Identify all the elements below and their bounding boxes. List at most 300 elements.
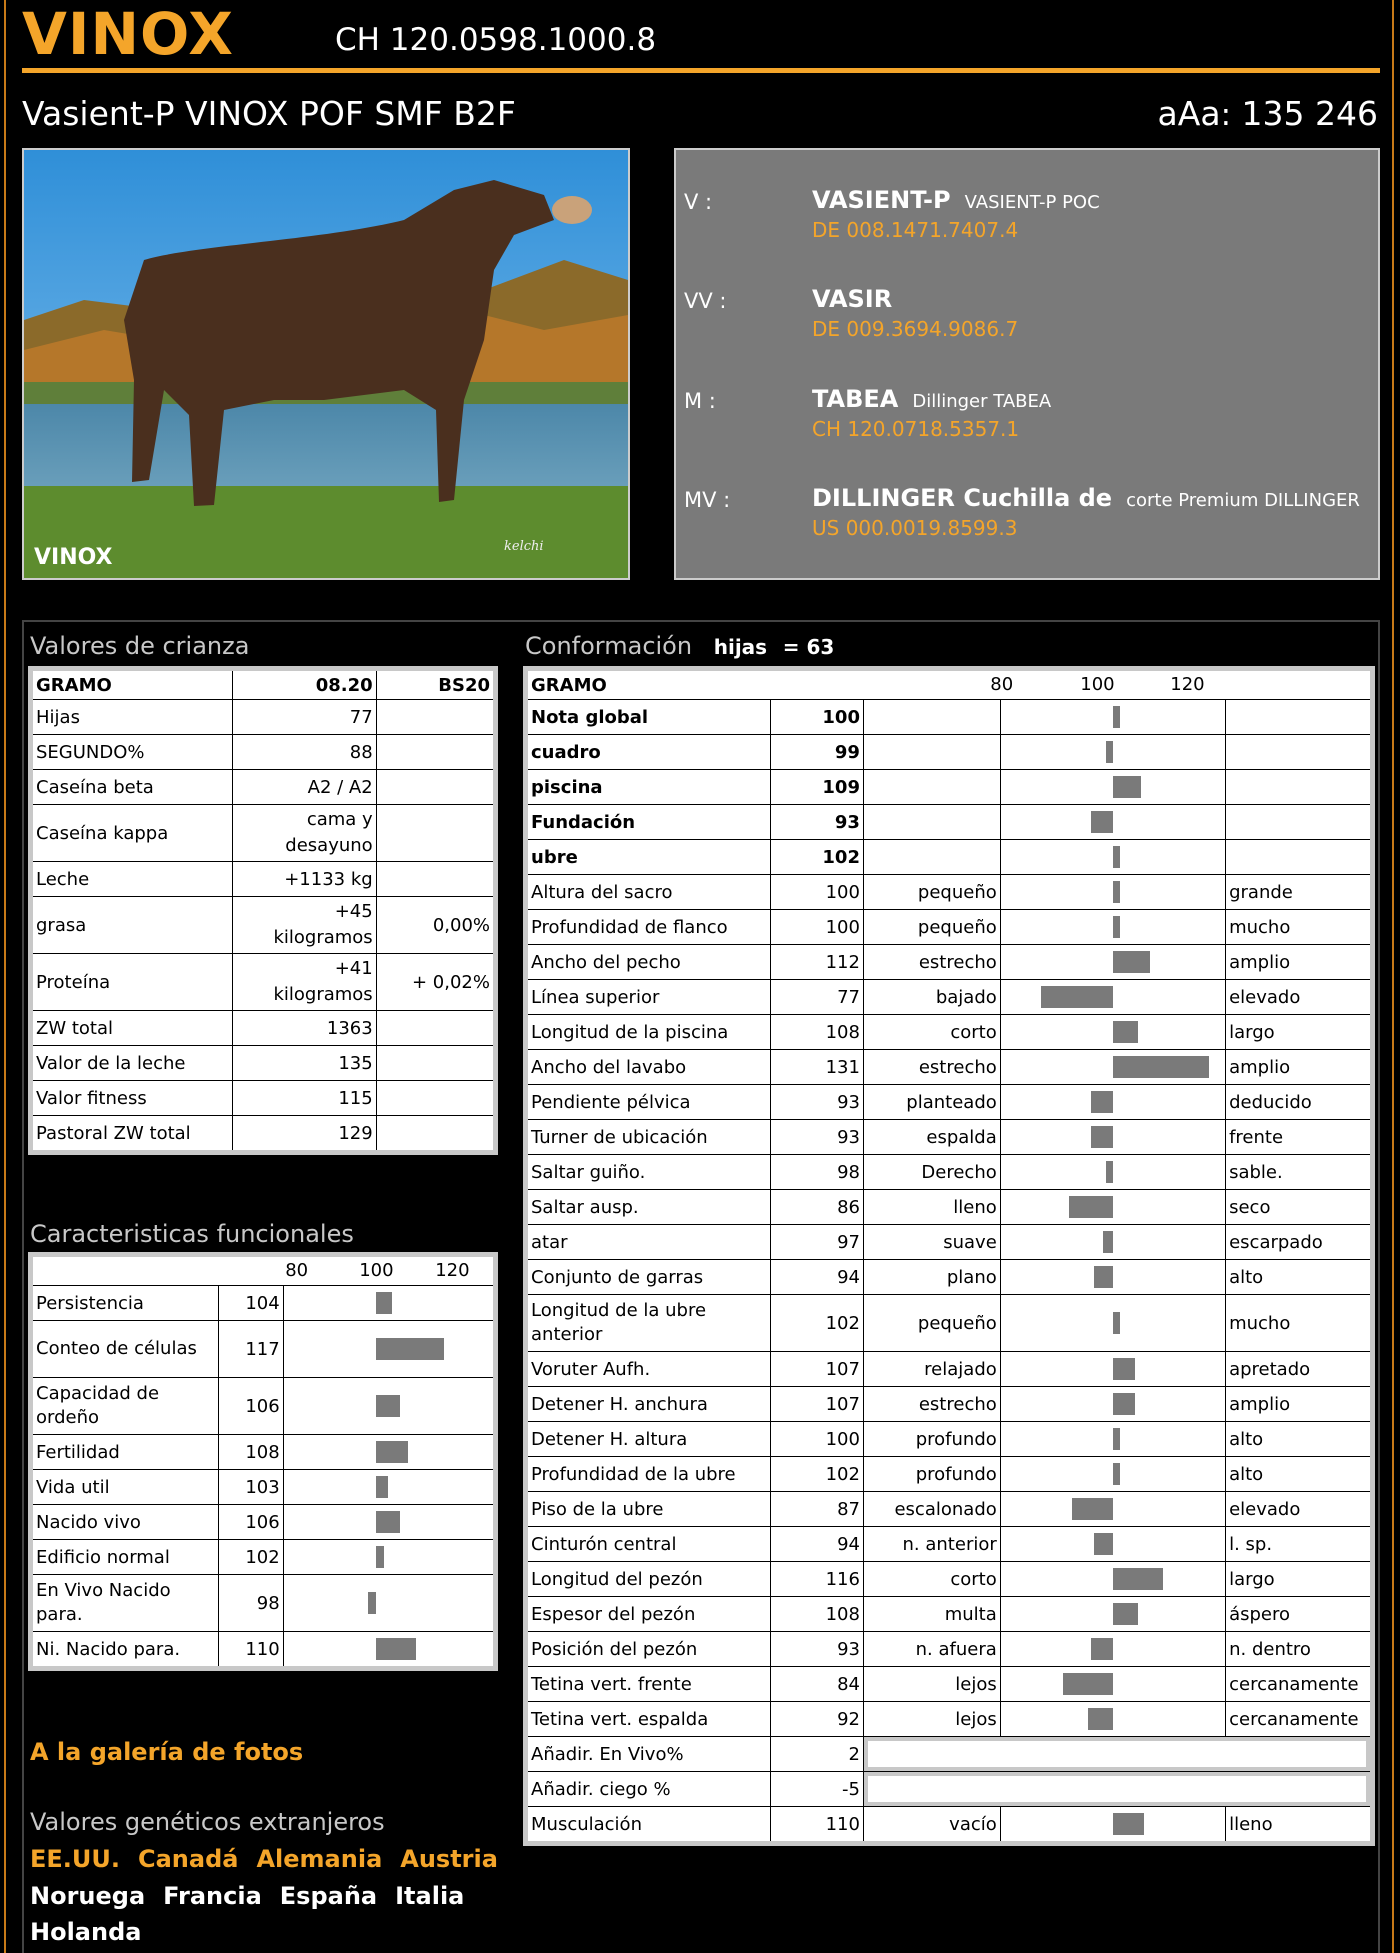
value-bar <box>376 1546 384 1568</box>
value-bar <box>1088 1708 1113 1730</box>
row-label: Detener H. altura <box>526 1422 771 1457</box>
row-label: SEGUNDO% <box>31 735 233 770</box>
row-label: Línea superior <box>526 980 771 1015</box>
row-label: Detener H. anchura <box>526 1387 771 1422</box>
row-label: Fundación <box>526 805 771 840</box>
table-row <box>526 875 1373 910</box>
bar-cell <box>1000 945 1225 980</box>
value-bar <box>1106 741 1113 763</box>
row-value: 84 <box>771 1667 864 1702</box>
high-descriptor: frente <box>1226 1120 1373 1155</box>
table-row <box>31 862 496 897</box>
row-label: Tetina vert. espalda <box>526 1702 771 1737</box>
photo-watermark: kelchi <box>504 539 544 554</box>
aaa-value: 135 246 <box>1241 94 1378 133</box>
table-row <box>526 1737 1373 1772</box>
low-descriptor: multa <box>863 1597 1000 1632</box>
high-descriptor: áspero <box>1226 1597 1373 1632</box>
table-row <box>31 1470 496 1505</box>
row-value: 135 <box>233 1046 376 1081</box>
row-value: 109 <box>771 770 864 805</box>
row-value: 2 <box>771 1737 864 1772</box>
photo-gallery-link[interactable]: A la galería de fotos <box>30 1738 304 1766</box>
high-descriptor: mucho <box>1226 910 1373 945</box>
scale-tick: 80 <box>990 674 1014 695</box>
photo-caption: VINOX <box>34 545 113 570</box>
low-descriptor: estrecho <box>863 1050 1000 1085</box>
table-row <box>31 1378 496 1435</box>
bar-track <box>1001 1526 1225 1562</box>
bar-cell <box>1000 1387 1225 1422</box>
table-row <box>31 954 496 1011</box>
column-header: 08.20 <box>233 669 376 700</box>
table-row <box>526 1015 1373 1050</box>
row-value: A2 / A2 <box>233 770 376 805</box>
pedigree-name[interactable] <box>812 484 1360 512</box>
row-label: Añadir. En Vivo% <box>526 1737 771 1772</box>
high-descriptor: apretado <box>1226 1352 1373 1387</box>
scale-tick: 100 <box>1080 674 1115 695</box>
row-value: 93 <box>771 805 864 840</box>
table-row <box>526 1457 1373 1492</box>
pedigree-box <box>674 148 1380 580</box>
table-header <box>526 669 1373 700</box>
table-row <box>526 1295 1373 1352</box>
column-header: BS20 <box>376 669 495 700</box>
row-value-bs20 <box>376 735 495 770</box>
low-descriptor: planteado <box>863 1085 1000 1120</box>
value-bar <box>1091 1126 1113 1148</box>
high-descriptor: mucho <box>1226 1295 1373 1352</box>
row-value: 117 <box>219 1321 284 1378</box>
row-value: 129 <box>233 1116 376 1153</box>
low-descriptor: vacío <box>863 1807 1000 1844</box>
row-value-bs20: 0,00% <box>376 897 495 954</box>
row-label: Posición del pezón <box>526 1632 771 1667</box>
value-bar <box>376 1441 408 1463</box>
value-bar <box>1113 1312 1120 1334</box>
high-descriptor: largo <box>1226 1015 1373 1050</box>
row-value-bs20 <box>376 1046 495 1081</box>
high-descriptor: grande <box>1226 875 1373 910</box>
value-bar <box>376 1395 400 1417</box>
breeding-title: Valores de crianza <box>30 632 250 660</box>
table-row <box>526 1085 1373 1120</box>
row-value: 110 <box>219 1632 284 1669</box>
high-descriptor: amplio <box>1226 1387 1373 1422</box>
country-links-row1 <box>30 1845 516 1873</box>
value-bar <box>1113 1393 1135 1415</box>
country-link[interactable]: Canadá <box>138 1845 239 1873</box>
bar-track <box>1001 1456 1225 1492</box>
bar-cell <box>1000 735 1225 770</box>
bar-cell <box>1000 1260 1225 1295</box>
bar-cell <box>1000 1050 1225 1085</box>
value-bar <box>1063 1673 1113 1695</box>
row-label: ubre <box>526 840 771 875</box>
table-row <box>31 1116 496 1153</box>
row-value: cama y desayuno <box>233 805 376 862</box>
bar-cell <box>283 1378 495 1435</box>
bar-track <box>1001 1561 1225 1597</box>
value-bar <box>1113 846 1120 868</box>
bar-cell <box>1000 1015 1225 1050</box>
header-spacer <box>863 669 1000 700</box>
low-descriptor: profundo <box>863 1457 1000 1492</box>
low-descriptor: plano <box>863 1260 1000 1295</box>
pedigree-reg-number: DE 009.3694.9086.7 <box>812 317 1019 341</box>
bar-cell <box>283 1470 495 1505</box>
high-descriptor: elevado <box>1226 1492 1373 1527</box>
row-value: 97 <box>771 1225 864 1260</box>
row-label: Vida util <box>31 1470 219 1505</box>
row-value: 94 <box>771 1527 864 1562</box>
row-value: 106 <box>219 1505 284 1540</box>
table-row <box>526 1807 1373 1844</box>
bar-cell <box>1000 1632 1225 1667</box>
value-bar <box>368 1592 376 1614</box>
table-row <box>526 1562 1373 1597</box>
empty-cell <box>863 1737 1372 1772</box>
high-descriptor: amplio <box>1226 1050 1373 1085</box>
scale-tick: 100 <box>359 1260 394 1281</box>
functional-table <box>28 1252 498 1671</box>
value-bar <box>1113 1428 1120 1450</box>
high-descriptor: alto <box>1226 1260 1373 1295</box>
pedigree-name[interactable] <box>812 385 1051 413</box>
value-bar <box>1113 916 1120 938</box>
row-value: 88 <box>233 735 376 770</box>
row-value-bs20 <box>376 700 495 735</box>
table-row <box>31 770 496 805</box>
row-value: 102 <box>219 1540 284 1575</box>
low-descriptor: corto <box>863 1562 1000 1597</box>
high-descriptor: seco <box>1226 1190 1373 1225</box>
row-label: Conteo de células <box>31 1321 219 1378</box>
column-header: GRAMO <box>31 669 233 700</box>
row-value: 104 <box>219 1286 284 1321</box>
bar-cell <box>1000 1190 1225 1225</box>
empty-cell <box>1226 700 1373 735</box>
low-descriptor: escalonado <box>863 1492 1000 1527</box>
row-label: Valor de la leche <box>31 1046 233 1081</box>
row-value: 77 <box>771 980 864 1015</box>
table-row <box>526 1050 1373 1085</box>
aaa-code <box>1158 94 1378 133</box>
table-row <box>31 1505 496 1540</box>
row-value: +1133 kg <box>233 862 376 897</box>
conformation-title-text: Conformación <box>525 632 693 660</box>
low-descriptor: lejos <box>863 1702 1000 1737</box>
bar-track <box>1001 1596 1225 1632</box>
bar-cell <box>283 1575 495 1632</box>
value-bar <box>376 1292 392 1314</box>
bar-track <box>1001 1084 1225 1120</box>
bar-track <box>1001 1701 1225 1737</box>
table-row <box>526 1597 1373 1632</box>
high-descriptor: escarpado <box>1226 1225 1373 1260</box>
row-value: 103 <box>219 1470 284 1505</box>
row-value: 110 <box>771 1807 864 1844</box>
row-label: Pastoral ZW total <box>31 1116 233 1153</box>
row-label: Ni. Nacido para. <box>31 1632 219 1669</box>
value-bar <box>1069 1196 1113 1218</box>
bar-track <box>1001 979 1225 1015</box>
bar-cell <box>1000 910 1225 945</box>
bar-track <box>1001 769 1225 805</box>
row-value-bs20 <box>376 862 495 897</box>
value-bar <box>1113 951 1150 973</box>
row-value: 115 <box>233 1081 376 1116</box>
bar-cell <box>1000 1527 1225 1562</box>
high-descriptor: largo <box>1226 1562 1373 1597</box>
table-row <box>526 805 1373 840</box>
table-row <box>31 1081 496 1116</box>
value-bar <box>1103 1231 1112 1253</box>
row-value: 116 <box>771 1562 864 1597</box>
high-descriptor: lleno <box>1226 1807 1373 1844</box>
divider <box>22 68 1380 73</box>
bar-track <box>296 1631 476 1667</box>
row-value: 100 <box>771 1422 864 1457</box>
row-value-bs20 <box>376 1116 495 1153</box>
bar-track <box>1001 1305 1225 1341</box>
value-bar <box>1113 1603 1138 1625</box>
row-label: Profundidad de flanco <box>526 910 771 945</box>
value-bar <box>1094 1533 1113 1555</box>
bar-cell <box>1000 1295 1225 1352</box>
country-link[interactable]: EE.UU. <box>30 1845 120 1873</box>
daughters-count: = 63 <box>782 635 835 659</box>
bar-cell <box>1000 1352 1225 1387</box>
country-link[interactable]: Francia <box>163 1882 262 1910</box>
row-value: 107 <box>771 1352 864 1387</box>
country-link[interactable]: Holanda <box>30 1918 142 1946</box>
high-descriptor: cercanamente <box>1226 1667 1373 1702</box>
bar-track <box>1001 1049 1225 1085</box>
header-spacer <box>771 669 864 700</box>
table-row <box>31 1321 496 1378</box>
table-row <box>526 1352 1373 1387</box>
functional-title: Caracteristicas funcionales <box>30 1220 354 1248</box>
row-value-bs20 <box>376 805 495 862</box>
row-label: Pendiente pélvica <box>526 1085 771 1120</box>
table-row <box>31 1046 496 1081</box>
row-value: 107 <box>771 1387 864 1422</box>
row-label: Nacido vivo <box>31 1505 219 1540</box>
row-value: 108 <box>771 1597 864 1632</box>
scale-tick: 120 <box>1170 674 1205 695</box>
low-descriptor: espalda <box>863 1120 1000 1155</box>
table-row <box>31 1632 496 1669</box>
row-value: +41 kilogramos <box>233 954 376 1011</box>
scale-header <box>990 669 1225 700</box>
bar-track <box>1001 1491 1225 1527</box>
row-label: Piso de la ubre <box>526 1492 771 1527</box>
bar-cell <box>283 1435 495 1470</box>
table-row <box>31 1540 496 1575</box>
bar-track <box>296 1331 476 1367</box>
row-label: Ancho del lavabo <box>526 1050 771 1085</box>
row-value: 99 <box>771 735 864 770</box>
bar-cell <box>283 1286 495 1321</box>
row-label: Tetina vert. frente <box>526 1667 771 1702</box>
bar-track <box>1001 1631 1225 1667</box>
row-label: Turner de ubicación <box>526 1120 771 1155</box>
country-link[interactable]: Noruega <box>30 1882 146 1910</box>
table-row <box>31 735 496 770</box>
high-descriptor: elevado <box>1226 980 1373 1015</box>
high-descriptor: n. dentro <box>1226 1632 1373 1667</box>
table-row <box>526 1632 1373 1667</box>
bar-track <box>1001 874 1225 910</box>
low-descriptor: profundo <box>863 1422 1000 1457</box>
row-label: Longitud de la piscina <box>526 1015 771 1050</box>
pedigree-role: M : <box>684 389 716 413</box>
bar-cell <box>1000 1422 1225 1457</box>
empty-cell <box>863 840 1000 875</box>
bar-cell <box>1000 1120 1225 1155</box>
row-value: 92 <box>771 1702 864 1737</box>
pedigree-alt-name: VASIENT-P POC <box>964 192 1100 213</box>
bar-cell <box>1000 805 1225 840</box>
low-descriptor: pequeño <box>863 875 1000 910</box>
bar-track <box>1001 1806 1225 1842</box>
value-bar <box>1072 1498 1112 1520</box>
row-label: Saltar guiño. <box>526 1155 771 1190</box>
animal-name: VINOX <box>22 0 234 68</box>
table-row <box>526 1422 1373 1457</box>
table-row <box>526 1527 1373 1562</box>
row-value: 106 <box>219 1378 284 1435</box>
table-row <box>31 1575 496 1632</box>
bar-track <box>1001 1666 1225 1702</box>
low-descriptor: pequeño <box>863 910 1000 945</box>
country-links-row3 <box>30 1918 159 1946</box>
low-descriptor: lejos <box>863 1667 1000 1702</box>
bar-track <box>1001 734 1225 770</box>
row-label: Leche <box>31 862 233 897</box>
bar-track <box>1001 1189 1225 1225</box>
header-spacer <box>31 1255 219 1286</box>
country-link[interactable]: Alemania <box>256 1845 383 1873</box>
bar-track <box>1001 804 1225 840</box>
row-label: Añadir. ciego % <box>526 1772 771 1807</box>
conformation-title <box>525 632 834 660</box>
row-label: En Vivo Nacido para. <box>31 1575 219 1632</box>
table-header <box>31 1255 496 1286</box>
bar-cell <box>1000 980 1225 1015</box>
table-row <box>31 1286 496 1321</box>
value-bar <box>1041 986 1113 1008</box>
low-descriptor: Derecho <box>863 1155 1000 1190</box>
row-value: 100 <box>771 875 864 910</box>
row-label: grasa <box>31 897 233 954</box>
bar-track <box>1001 1224 1225 1260</box>
pedigree-name[interactable] <box>812 285 892 313</box>
row-label: piscina <box>526 770 771 805</box>
bar-cell <box>1000 1457 1225 1492</box>
bar-track <box>296 1585 476 1621</box>
conformation-table <box>523 666 1375 1846</box>
pedigree-name-text: DILLINGER Cuchilla de <box>812 484 1113 512</box>
row-label: Caseína kappa <box>31 805 233 862</box>
empty-cell <box>1226 770 1373 805</box>
row-value: 108 <box>219 1435 284 1470</box>
row-value: 112 <box>771 945 864 980</box>
pedigree-name[interactable] <box>812 186 1100 214</box>
pedigree-alt-name: corte Premium DILLINGER <box>1126 490 1360 511</box>
row-value: 100 <box>771 910 864 945</box>
table-row <box>31 1011 496 1046</box>
row-label: Espesor del pezón <box>526 1597 771 1632</box>
row-label: ZW total <box>31 1011 233 1046</box>
value-bar <box>1113 1056 1209 1078</box>
low-descriptor: suave <box>863 1225 1000 1260</box>
pedigree-reg-number: CH 120.0718.5357.1 <box>812 417 1020 441</box>
bar-cell <box>1000 700 1225 735</box>
value-bar <box>1113 1813 1144 1835</box>
row-value: 131 <box>771 1050 864 1085</box>
high-descriptor: cercanamente <box>1226 1702 1373 1737</box>
value-bar <box>376 1476 388 1498</box>
empty-cell <box>863 700 1000 735</box>
table-row <box>526 840 1373 875</box>
row-label: Caseína beta <box>31 770 233 805</box>
bar-track <box>296 1388 476 1424</box>
empty-cell <box>863 1772 1372 1807</box>
high-descriptor: amplio <box>1226 945 1373 980</box>
row-label: Valor fitness <box>31 1081 233 1116</box>
table-row <box>526 1772 1373 1807</box>
low-descriptor: n. anterior <box>863 1527 1000 1562</box>
bar-track <box>1001 944 1225 980</box>
row-label: Persistencia <box>31 1286 219 1321</box>
daughters-label: hijas <box>713 635 768 659</box>
row-label: atar <box>526 1225 771 1260</box>
low-descriptor: n. afuera <box>863 1632 1000 1667</box>
pedigree-reg-number: US 000.0019.8599.3 <box>812 516 1018 540</box>
bar-cell <box>1000 840 1225 875</box>
table-row <box>526 980 1373 1015</box>
row-value: -5 <box>771 1772 864 1807</box>
table-row <box>526 1492 1373 1527</box>
pedigree-alt-name: Dillinger TABEA <box>912 391 1052 412</box>
row-value: 1363 <box>233 1011 376 1046</box>
bar-cell <box>1000 1085 1225 1120</box>
row-value: 77 <box>233 700 376 735</box>
row-value: 108 <box>771 1015 864 1050</box>
country-link[interactable]: España <box>279 1882 378 1910</box>
bar-cell <box>1000 1702 1225 1737</box>
cow-photo[interactable] <box>22 148 630 580</box>
row-label: Hijas <box>31 700 233 735</box>
row-value-bs20: + 0,02% <box>376 954 495 1011</box>
row-label: Conjunto de garras <box>526 1260 771 1295</box>
country-link[interactable]: Italia <box>395 1882 465 1910</box>
empty-cell <box>863 735 1000 770</box>
value-bar <box>1113 881 1120 903</box>
bar-cell <box>1000 1225 1225 1260</box>
value-bar <box>376 1511 400 1533</box>
scale-tick: 80 <box>285 1260 309 1281</box>
table-row <box>526 945 1373 980</box>
country-link[interactable]: Austria <box>400 1845 498 1873</box>
bar-track <box>1001 1351 1225 1387</box>
table-row <box>526 770 1373 805</box>
low-descriptor: estrecho <box>863 945 1000 980</box>
pedigree-name-text: VASIR <box>812 285 893 313</box>
